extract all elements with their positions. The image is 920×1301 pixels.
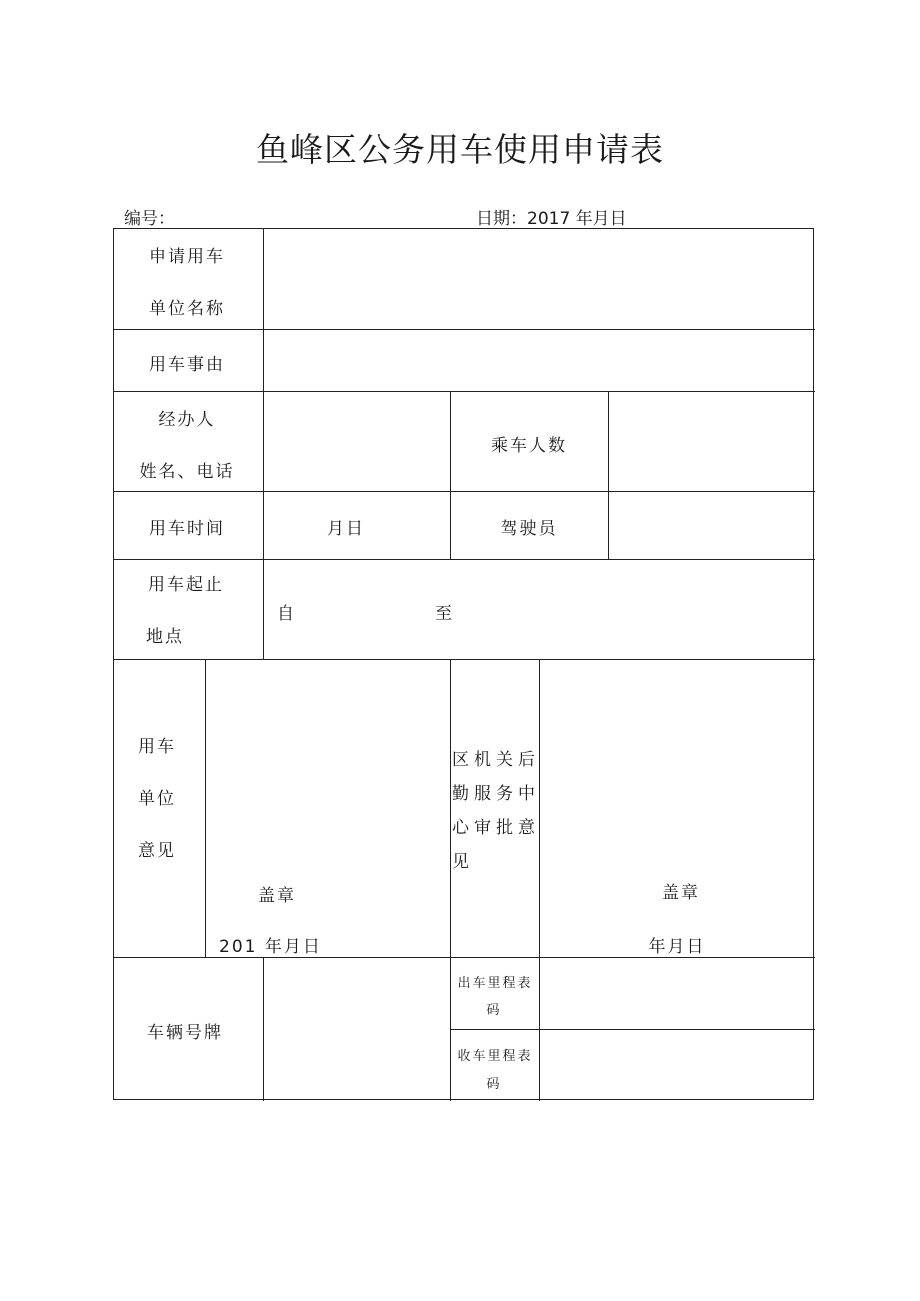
- route-label-line1: 用车起止: [148, 575, 224, 595]
- page-title: 鱼峰区公务用车使用申请表: [256, 130, 664, 169]
- form-number-label: 编号：: [124, 209, 175, 229]
- time-label: 用车时间: [149, 519, 225, 539]
- route-label-line2: 地点: [146, 627, 184, 647]
- unit-seal-label: 盖章: [258, 886, 296, 906]
- handler-label-line2: 姓名、电话: [139, 462, 235, 482]
- odometer-out-label-line2: 码: [486, 1003, 502, 1018]
- odometer-in-label-line2: 码: [486, 1077, 502, 1092]
- column-divider: [608, 391, 609, 559]
- driver-label: 驾驶员: [500, 519, 558, 539]
- unit-name-label-line2: 单位名称: [149, 299, 225, 319]
- center-seal-label: 盖章: [662, 883, 700, 903]
- row-divider: [114, 329, 815, 330]
- unit-date-label: 201 年月日: [219, 937, 322, 957]
- unit-opinion-label-line2: 单位: [138, 789, 176, 809]
- column-divider: [450, 659, 451, 1101]
- unit-name-label-line1: 申请用车: [149, 247, 225, 267]
- odometer-in-label-line1: 收车里程表: [457, 1049, 533, 1064]
- reason-label: 用车事由: [149, 355, 225, 375]
- plate-label: 车辆号牌: [147, 1023, 223, 1043]
- column-divider: [205, 659, 206, 957]
- handler-label-line1: 经办人: [158, 410, 216, 430]
- unit-opinion-label-line3: 意见: [138, 841, 176, 861]
- column-divider: [263, 229, 264, 659]
- passengers-label: 乘车人数: [491, 436, 567, 456]
- route-from-label: 自: [277, 604, 296, 624]
- center-date-label: 年月日: [648, 937, 706, 957]
- column-divider: [263, 957, 264, 1101]
- odometer-out-label-line1: 出车里程表: [457, 976, 533, 991]
- center-opinion-label: 区机关后勤服务中心审批意见: [452, 750, 540, 872]
- time-value: 月日: [327, 519, 365, 539]
- form-date-label: 日期：2017 年月日: [476, 209, 627, 229]
- row-divider: [114, 957, 815, 958]
- column-divider: [539, 659, 540, 1101]
- row-divider: [451, 1029, 815, 1030]
- row-divider: [114, 659, 815, 660]
- route-to-label: 至: [435, 604, 454, 624]
- row-divider: [114, 491, 815, 492]
- row-divider: [114, 559, 815, 560]
- column-divider: [450, 391, 451, 559]
- row-divider: [114, 391, 815, 392]
- unit-opinion-label-line1: 用车: [138, 737, 176, 757]
